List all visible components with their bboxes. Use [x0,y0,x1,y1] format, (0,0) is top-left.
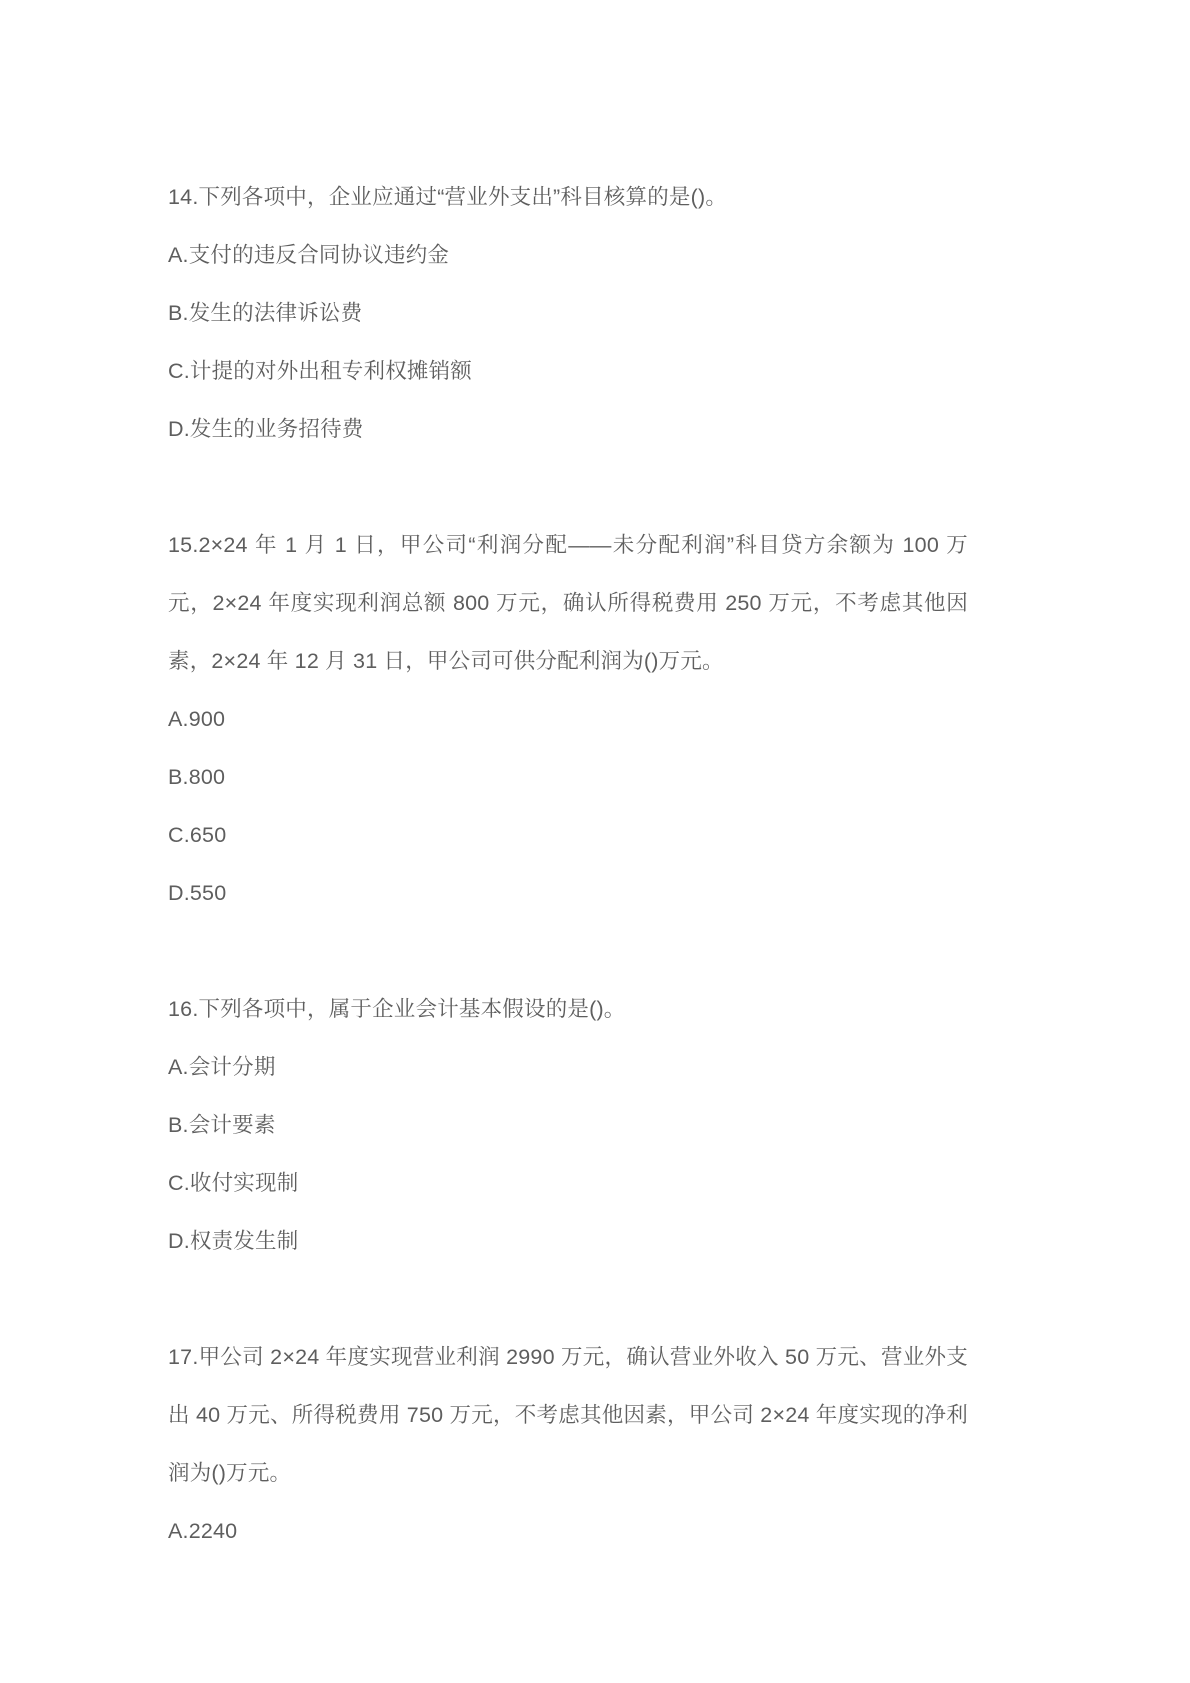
option-17-a[interactable]: A.2240 [168,1519,238,1543]
option-15-c[interactable]: C.650 [168,823,227,847]
option-15-a[interactable]: A.900 [168,707,226,731]
option-list-16 [168,1038,968,1270]
option-list-14 [168,226,968,458]
question-spacer [168,458,968,516]
option-16-a[interactable]: A.会计分期 [168,1055,276,1079]
option-14-d[interactable]: D.发生的业务招待费 [168,417,364,441]
question-stem-14: 14.下列各项中，企业应通过“营业外支出”科目核算的是()。 [168,185,728,209]
question-block-17 [168,1328,968,1560]
question-stem-16: 16.下列各项中，属于企业会计基本假设的是()。 [168,997,626,1021]
question-spacer [168,1270,968,1328]
question-stem-15: 15.2×24 年 1 月 1 日，甲公司“利润分配——未分配利润”科目贷方余额为 100 万元，2×24 年度实现利润总额 800 万元，确认所得税费用 250 万元，不考虑其他因素，2×24 年 12 月 31 日，甲公司可供分配利润为()万元。 [168,533,968,673]
option-14-a[interactable]: A.支付的违反合同协议违约金 [168,243,450,267]
question-stem-17: 17.甲公司 2×24 年度实现营业利润 2990 万元，确认营业外收入 50 万元、营业外支出 40 万元、所得税费用 750 万元，不考虑其他因素，甲公司 2×24 年度实现的净利润为()万元。 [168,1345,968,1485]
option-16-b[interactable]: B.会计要素 [168,1113,276,1137]
question-spacer [168,922,968,980]
option-16-c[interactable]: C.收付实现制 [168,1171,299,1195]
option-list-17 [168,1502,968,1560]
question-block-15 [168,516,968,922]
question-block-14 [168,168,968,458]
question-block-16 [168,980,968,1270]
option-list-15 [168,690,968,922]
option-16-d[interactable]: D.权责发生制 [168,1229,299,1253]
option-15-d[interactable]: D.550 [168,881,227,905]
page-content [168,168,968,1560]
option-14-c[interactable]: C.计提的对外出租专利权摊销额 [168,359,473,383]
option-15-b[interactable]: B.800 [168,765,226,789]
option-14-b[interactable]: B.发生的法律诉讼费 [168,301,363,325]
